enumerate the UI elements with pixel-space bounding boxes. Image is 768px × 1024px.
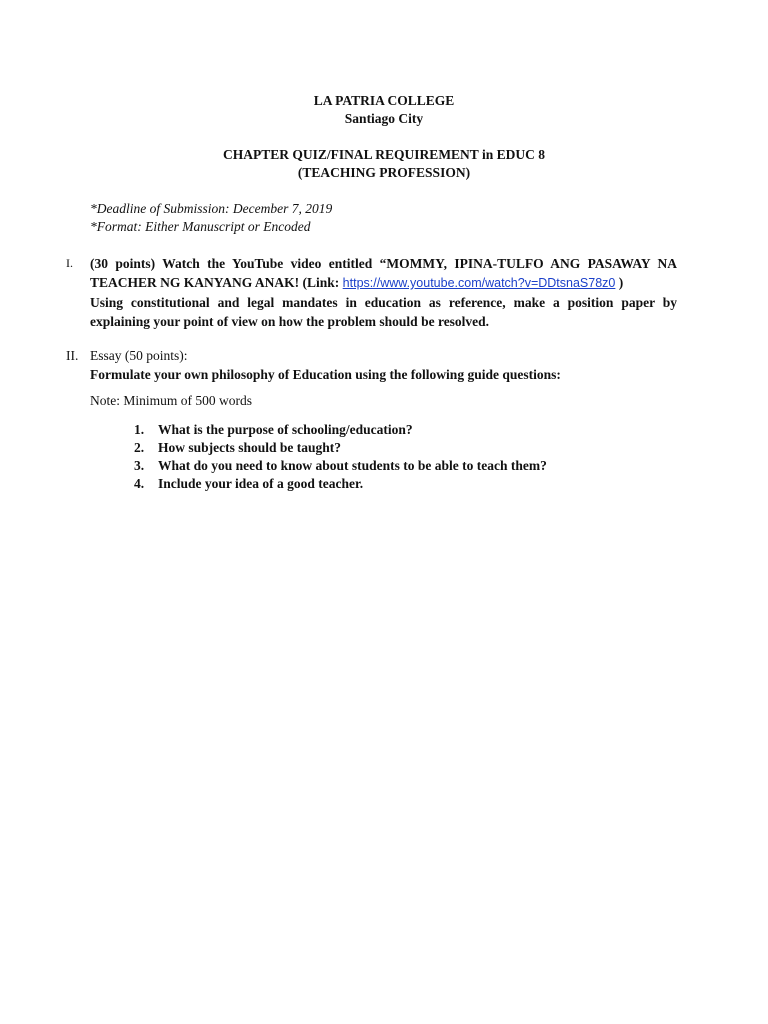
section-two	[66, 346, 677, 384]
section-one	[66, 254, 677, 331]
question-number: 3.	[134, 458, 145, 473]
section-one-task	[90, 254, 677, 293]
section-one-text: (30 points) Watch the YouTube video entitled “MOMMY, IPINA-TULFO ANG PASAWAY NA TEACHER NG KANYANG ANAK! (Link:	[90, 256, 677, 290]
section-one-closing: )	[615, 275, 624, 290]
section-two-instruction: Formulate your own philosophy of Education using the following guide questions:	[90, 367, 561, 382]
section-one-instruction: Using constitutional and legal mandates in education as reference, make a position paper by explaining your point of view on how the problem should be resolved.	[90, 295, 677, 329]
section-two-heading: Essay (50 points):	[90, 348, 188, 363]
list-item	[134, 457, 547, 475]
list-item	[134, 475, 547, 493]
question-number: 1.	[134, 422, 145, 437]
question-text: What do you need to know about students to be able to teach them?	[158, 458, 547, 473]
question-text: How subjects should be taught?	[158, 440, 342, 455]
section-one-numeral: I.	[66, 256, 73, 270]
school-city: Santiago City	[344, 111, 424, 126]
quiz-header	[0, 146, 768, 182]
school-name: LA PATRIA COLLEGE	[313, 93, 455, 108]
school-header	[0, 92, 768, 128]
list-item	[134, 421, 547, 439]
question-text: What is the purpose of schooling/education?	[158, 422, 413, 437]
question-text: Include your idea of a good teacher.	[158, 476, 364, 491]
youtube-link[interactable]: https://www.youtube.com/watch?v=DDtsnaS78z0	[342, 276, 616, 290]
word-count-note: Note: Minimum of 500 words	[90, 393, 252, 408]
deadline-text: *Deadline of Submission: December 7, 2019	[90, 201, 333, 216]
question-number: 4.	[134, 476, 145, 491]
section-two-numeral: II.	[66, 348, 79, 363]
question-number: 2.	[134, 440, 145, 455]
list-item	[134, 439, 547, 457]
quiz-title: CHAPTER QUIZ/FINAL REQUIREMENT in EDUC 8	[223, 147, 545, 162]
quiz-subject: (TEACHING PROFESSION)	[297, 165, 471, 180]
submission-meta	[90, 200, 332, 236]
format-text: *Format: Either Manuscript or Encoded	[90, 219, 311, 234]
guide-questions-list	[134, 421, 547, 493]
